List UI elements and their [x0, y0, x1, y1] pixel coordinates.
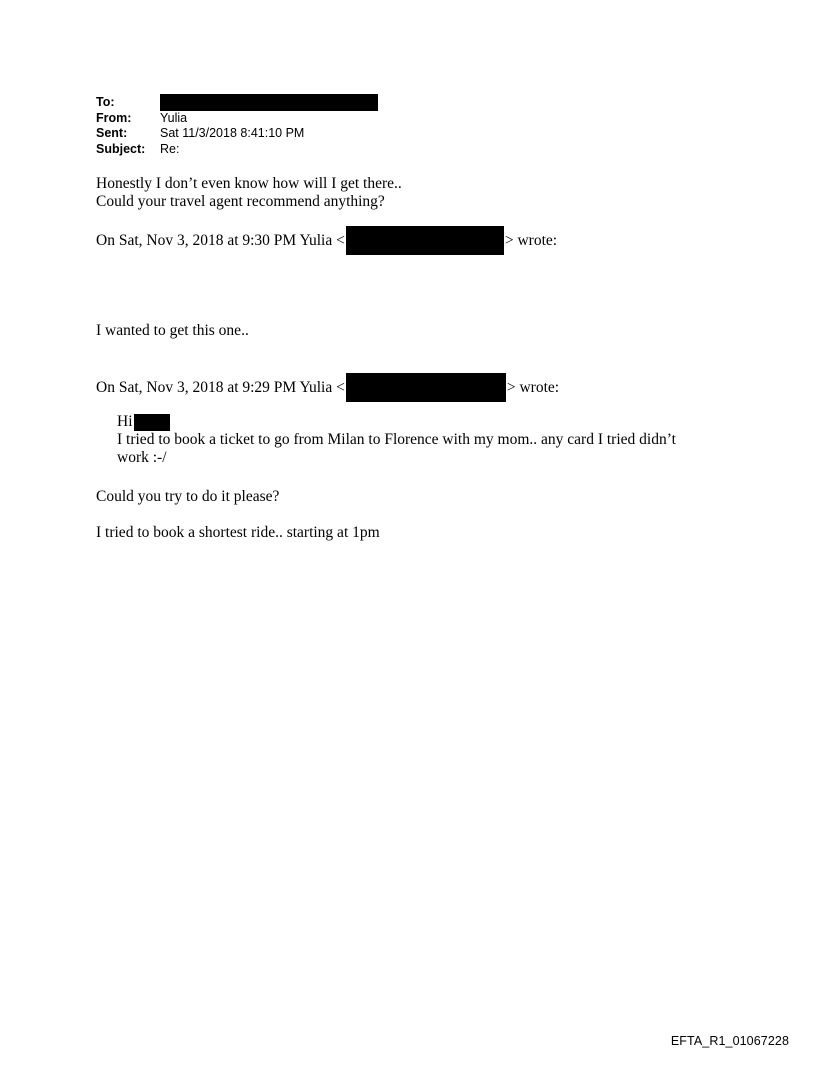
from-row [96, 111, 378, 127]
quote-header-2-suffix: > wrote: [506, 378, 560, 396]
quote-header-1-suffix: > wrote: [504, 231, 558, 249]
email-header [96, 95, 378, 157]
sent-value: Sat 11/3/2018 8:41:10 PM [160, 126, 305, 140]
sent-label: Sent: [96, 126, 128, 140]
quote-header-2 [96, 373, 559, 402]
to-label: To: [96, 95, 115, 109]
quote-header-1-prefix: On Sat, Nov 3, 2018 at 9:30 PM Yulia < [96, 231, 345, 249]
body-line-4: Could you try to do it please? [96, 488, 280, 505]
body-line-5: I tried to book a shortest ride.. starting at 1pm [96, 524, 380, 541]
redaction-box [160, 94, 378, 111]
quote-header-2-prefix: On Sat, Nov 3, 2018 at 9:29 PM Yulia < [96, 378, 345, 396]
quoted-line-2: work :-/ [117, 449, 167, 466]
redaction-box [346, 226, 504, 255]
subject-row [96, 142, 378, 158]
body-line-1: Honestly I don’t even know how will I get there.. [96, 175, 402, 192]
sent-row [96, 126, 378, 142]
greeting: Hi [117, 413, 133, 430]
subject-value: Re: [160, 141, 180, 156]
body-paragraph-1 [96, 175, 402, 211]
bates-number: EFTA_R1_01067228 [670, 1034, 789, 1048]
body-line-2: Could your travel agent recommend anything? [96, 193, 385, 210]
subject-label: Subject: [96, 141, 146, 156]
quoted-message [117, 413, 676, 467]
redaction-box [134, 414, 170, 431]
redaction-box [346, 373, 506, 402]
quoted-line-1: I tried to book a ticket to go from Milan to Florence with my mom.. any card I tried didn’t [117, 431, 676, 448]
quote-header-1 [96, 226, 557, 255]
greeting-line [117, 413, 676, 431]
from-value: Yulia [160, 110, 188, 125]
from-label: From: [96, 110, 132, 125]
to-row [96, 95, 378, 111]
body-line-3: I wanted to get this one.. [96, 322, 249, 339]
